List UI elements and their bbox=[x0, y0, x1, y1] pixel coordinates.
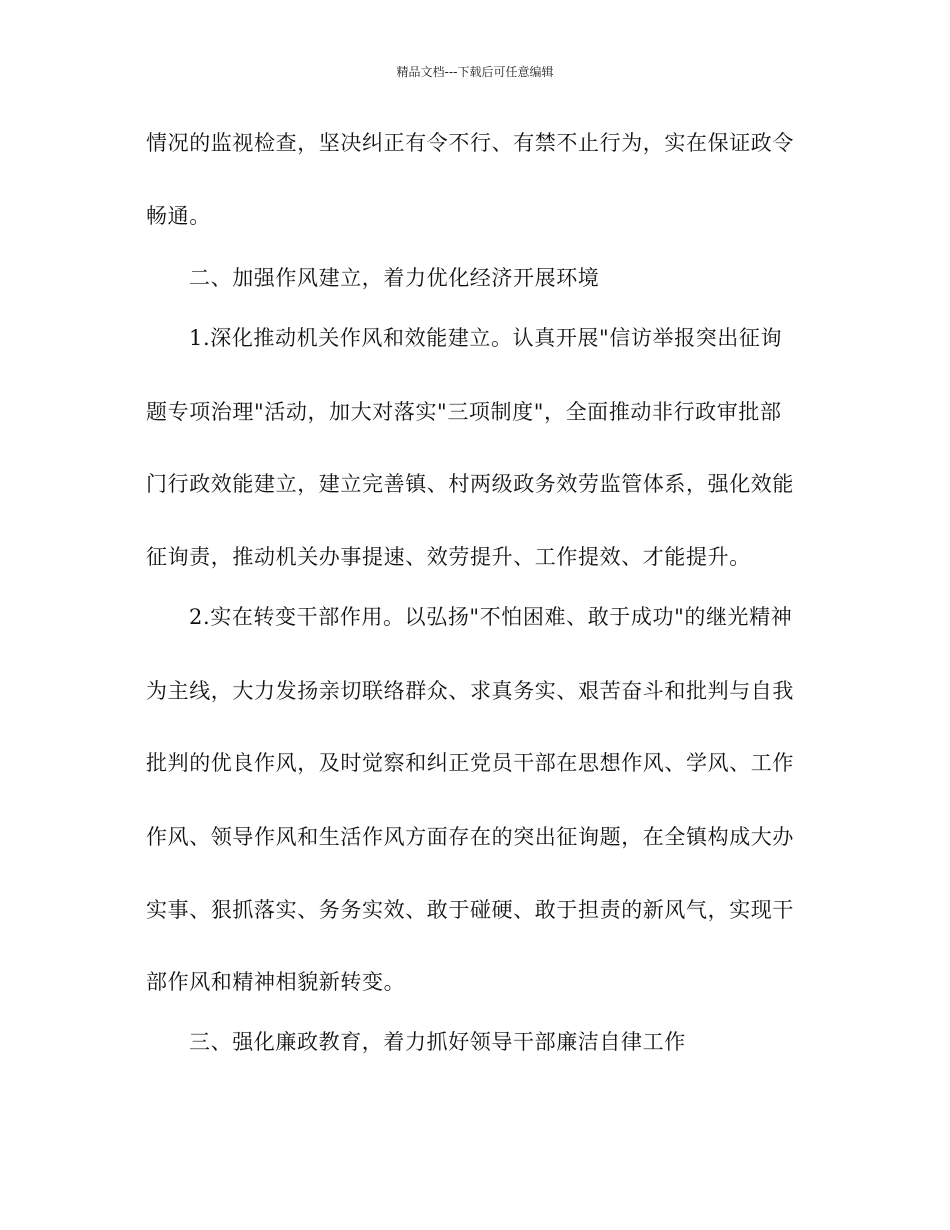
body-line: 1.深化推动机关作风和效能建立。认真开展"信访举报突出征询 bbox=[189, 326, 783, 350]
section-heading: 二、加强作风建立，着力优化经济开展环境 bbox=[189, 266, 600, 290]
body-line: 畅通。 bbox=[146, 204, 211, 228]
body-line: 题专项治理"活动，加大对落实"三项制度"，全面推动非行政审批部 bbox=[146, 400, 782, 424]
body-line: 实事、狠抓落实、务务实效、敢于碰硬、敢于担责的新风气，实现干 bbox=[146, 898, 794, 922]
body-line: 部作风和精神相貌新转变。 bbox=[146, 970, 406, 994]
body-line: 为主线，大力发扬亲切联络群众、求真务实、艰苦奋斗和批判与自我 bbox=[146, 679, 794, 703]
section-heading: 三、强化廉政教育，着力抓好领导干部廉洁自律工作 bbox=[189, 1030, 686, 1054]
body-line: 情况的监视检查，坚决纠正有令不行、有禁不止行为，实在保证政令 bbox=[146, 131, 794, 155]
body-line: 2.实在转变干部作用。以弘扬"不怕困难、敢于成功"的继光精神 bbox=[189, 605, 793, 629]
body-line: 征询责，推动机关办事提速、效劳提升、工作提效、才能提升。 bbox=[146, 545, 751, 569]
body-line: 作风、领导作风和生活作风方面存在的突出征询题，在全镇构成大办 bbox=[146, 825, 794, 849]
body-line: 门行政效能建立，建立完善镇、村两级政务效劳监管体系，强化效能 bbox=[146, 472, 794, 496]
page-header: 精品文档---下载后可任意编辑 bbox=[396, 65, 554, 79]
body-line: 批判的优良作风，及时觉察和纠正党员干部在思想作风、学风、工作 bbox=[146, 751, 794, 775]
